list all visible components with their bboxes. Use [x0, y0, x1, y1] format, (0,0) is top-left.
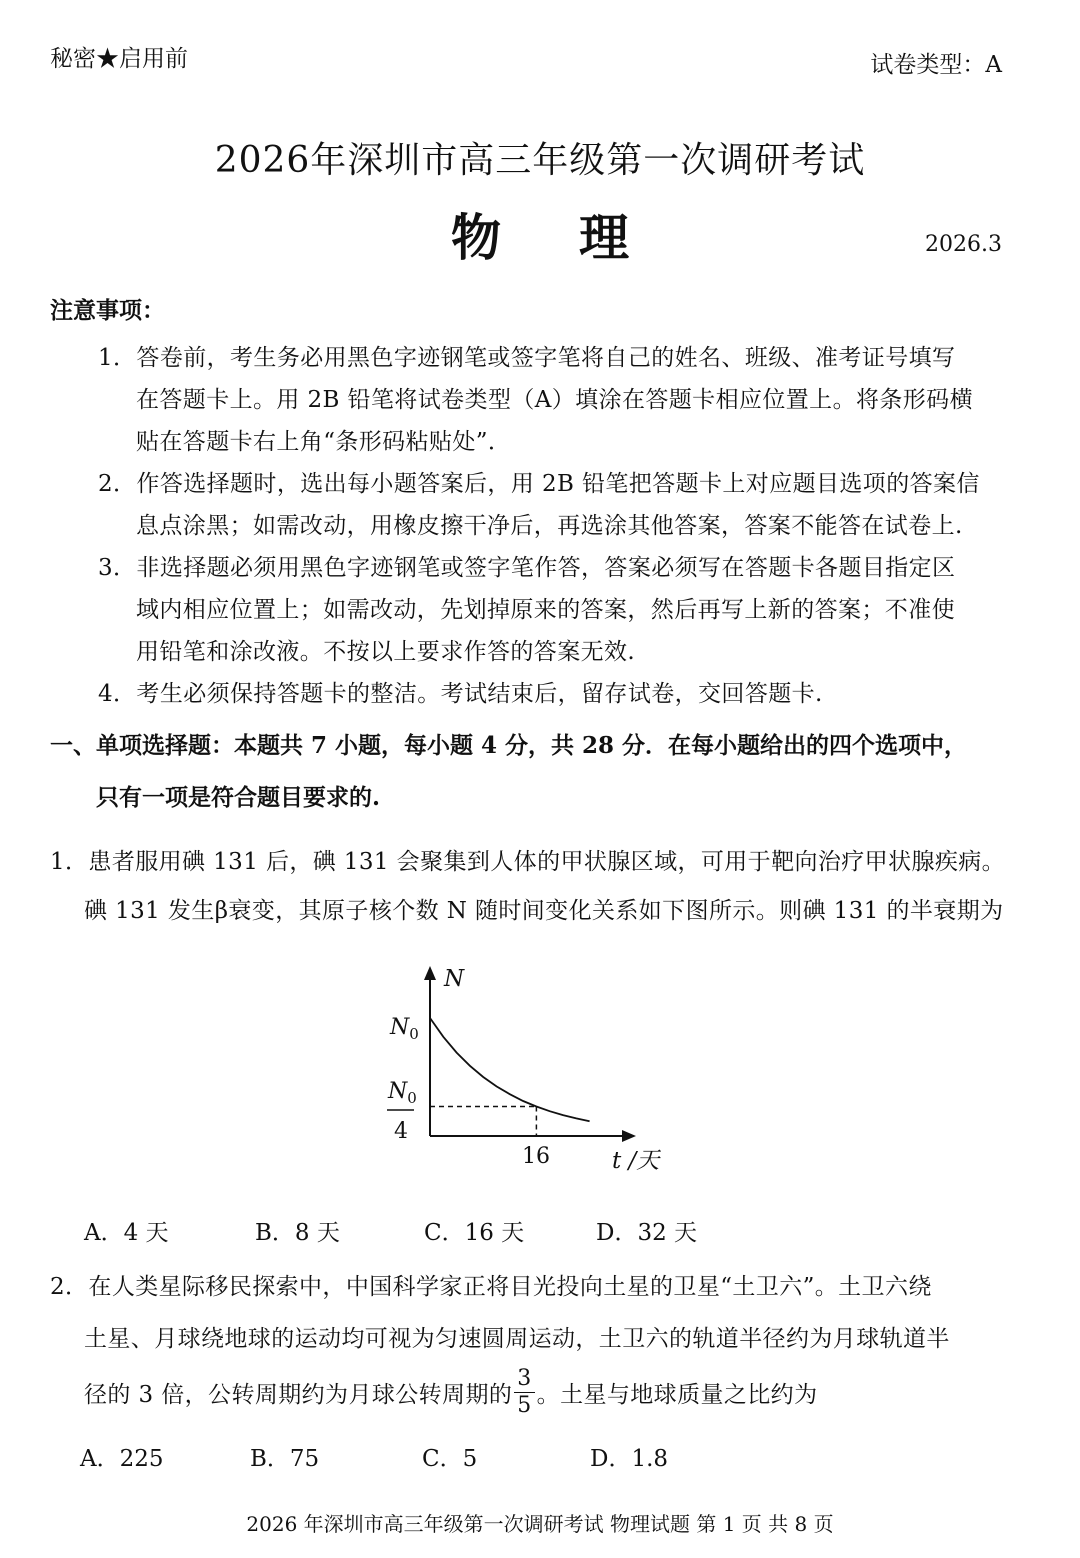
- notice-line: 用铅笔和涂改液。不按以上要求作答的答案无效.: [136, 639, 636, 665]
- question-1-text: 碘 131 发生β衰变，其原子核个数 N 随时间变化关系如下图所示。则碘 131 的半衰期为: [84, 898, 1004, 924]
- q1-option-d: D．32 天: [596, 1220, 698, 1246]
- section-title-cont: 只有一项是符合题目要求的.: [96, 784, 381, 811]
- chart-layer: [387, 966, 661, 1174]
- q2-text-before: 径的 3 倍，公转周期约为月球公转周期的: [84, 1381, 513, 1408]
- y-tick-quarter-den: 4: [394, 1119, 408, 1144]
- notice-line: 贴在答题卡右上角“条形码粘贴处”．: [136, 429, 512, 455]
- notice-line: 在答题卡上。用 2B 铅笔将试卷类型（A）填涂在答题卡相应位置上。将条形码横: [136, 387, 973, 413]
- decay-curve: [430, 1018, 590, 1121]
- x-axis-arrow: [622, 1130, 636, 1142]
- q1-option-c: C．16 天: [424, 1220, 525, 1246]
- x-axis-label: t /天: [612, 1148, 660, 1174]
- q2-option-d: D．1.8: [590, 1446, 669, 1472]
- notice-line: 3．非选择题必须用黑色字迹钢笔或签字笔作答，答案必须写在答题卡各题目指定区: [98, 555, 956, 581]
- notice-line: 域内相应位置上；如需改动，先划掉原来的答案，然后再写上新的答案；不准使: [136, 597, 955, 623]
- subject-char-2: 理: [579, 208, 629, 267]
- q1-option-a: A．4 天: [84, 1220, 169, 1246]
- notice-line: 4．考生必须保持答题卡的整洁。考试结束后，留存试卷，交回答题卡.: [98, 681, 823, 707]
- subject-char-1: 物: [451, 208, 501, 267]
- exam-date: 2026.3: [925, 232, 1002, 257]
- x-tick-16: 16: [522, 1144, 550, 1169]
- question-2-text-with-fraction: [84, 1362, 817, 1422]
- notice-title: 注意事项：: [50, 297, 165, 324]
- fraction-numerator: 3: [514, 1368, 534, 1393]
- q2-text-after: 。土星与地球质量之比约为: [536, 1381, 818, 1408]
- q2-option-b: B．75: [250, 1446, 320, 1472]
- q2-option-c: C．5: [422, 1446, 478, 1472]
- question-2-text: 2．在人类星际移民探索中，中国科学家正将目光投向土星的卫星“土卫六”。土卫六绕: [50, 1274, 932, 1300]
- y-axis-arrow: [424, 966, 436, 980]
- q1-option-b: B．8 天: [255, 1220, 340, 1246]
- question-2-text: 土星、月球绕地球的运动均可视为匀速圆周运动，土卫六的轨道半径约为月球轨道半: [84, 1326, 950, 1352]
- y-axis-label: N: [444, 966, 465, 992]
- y-tick-quarter-num: $N_0$: [388, 1079, 417, 1107]
- paper-type-label: 试卷类型：A: [870, 52, 1002, 78]
- fraction-denominator: 5: [517, 1392, 532, 1418]
- fraction-3-5: [514, 1365, 534, 1418]
- page-footer: 2026 年深圳市高三年级第一次调研考试 物理试题 第 1 页 共 8 页: [246, 1512, 834, 1536]
- secret-label: 秘密★启用前: [50, 46, 188, 72]
- notice-line: 息点涂黑；如需改动，用橡皮擦干净后，再选涂其他答案，答案不能答在试卷上.: [136, 513, 963, 539]
- exam-title: 2026年深圳市高三年级第一次调研考试: [214, 140, 866, 181]
- notice-line: 2．作答选择题时，选出每小题答案后，用 2B 铅笔把答题卡上对应题目选项的答案信: [98, 471, 980, 497]
- question-1-text: 1．患者服用碘 131 后，碘 131 会聚集到人体的甲状腺区域，可用于靶向治疗甲状腺疾病。: [50, 849, 1006, 875]
- q2-option-a: A．225: [80, 1446, 164, 1472]
- section-title: 一、单项选择题：本题共 7 小题，每小题 4 分，共 28 分．在每小题给出的四个选项中，: [50, 732, 968, 759]
- y-tick-n0: $N_0$: [390, 1015, 419, 1043]
- notice-line: 1．答卷前，考生务必用黑色字迹钢笔或签字笔将自己的姓名、班级、准考证号填写: [98, 345, 956, 371]
